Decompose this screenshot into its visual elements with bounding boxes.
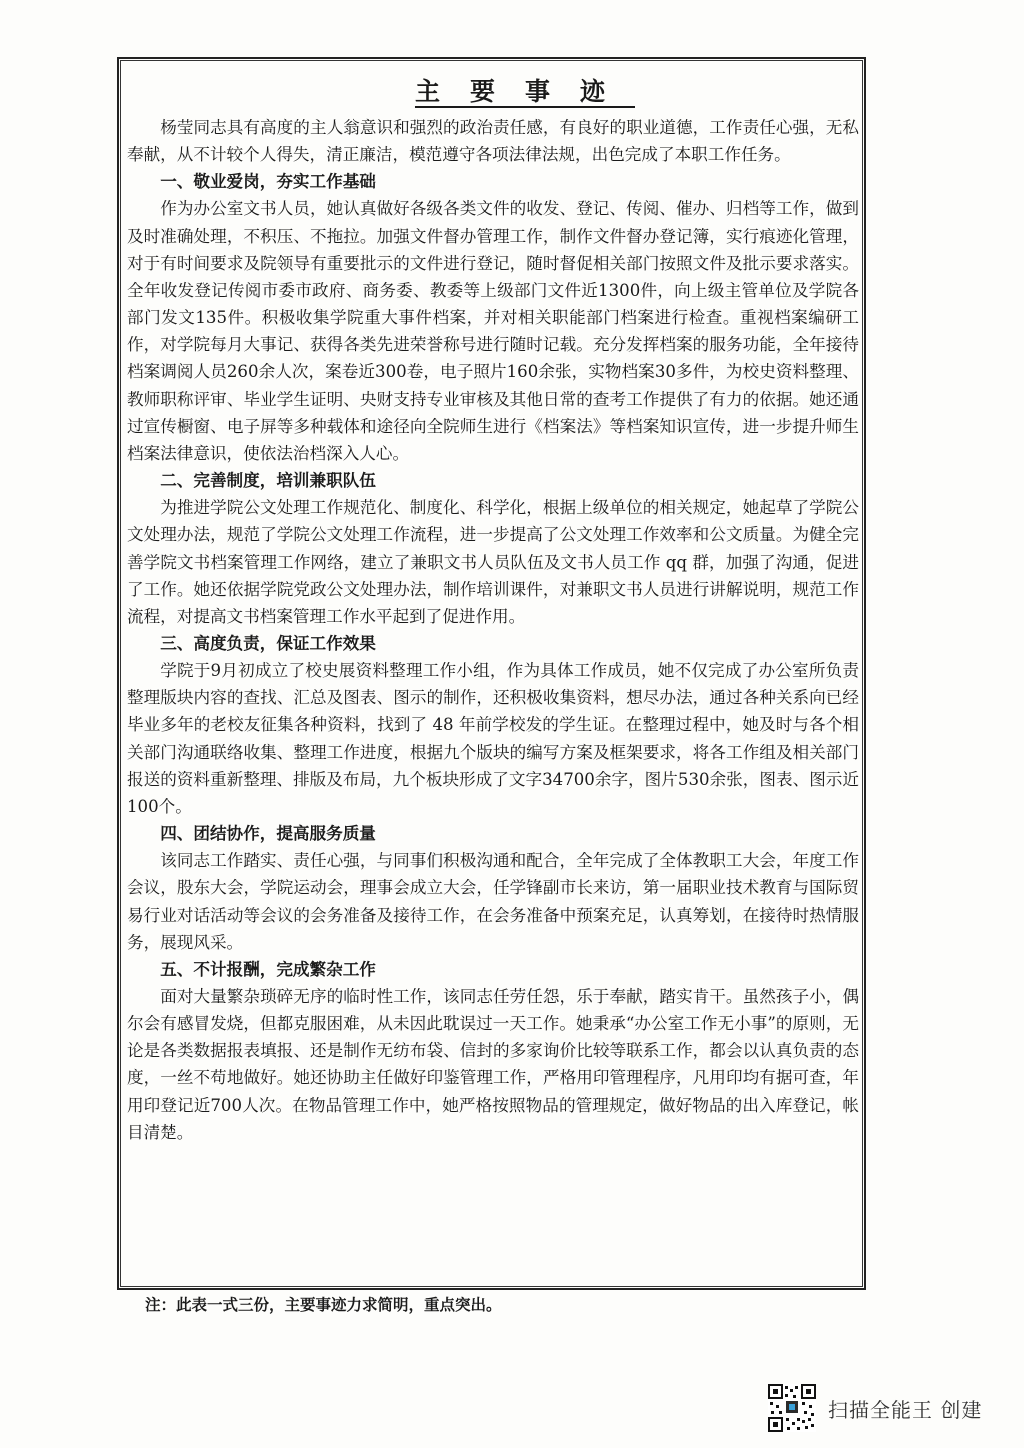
- section-heading-5: 五、不计报酬，完成繁杂工作: [160, 959, 376, 979]
- section-body-4: 该同志工作踏实、责任心强，与同事们积极沟通和配合，全年完成了全体教职工大会，年度工作会议，股东大会，学院运动会，理事会成立大会，任学锋副市长来访，第一届职业技术教育与国际贸易行业对话活动等会议的会务准备及接待工作，在会务准备中预案充足，认真筹划，在接待时热情服务，展现风采。: [127, 851, 859, 952]
- section-body-1: 作为办公室文书人员，她认真做好各级各类文件的收发、登记、传阅、催办、归档等工作，做到及时准确处理，不积压、不拖拉。加强文件督办管理工作，制作文件督办登记簿，实行痕迹化管理，对于有时间要求及院领导有重要批示的文件进行登记，随时督促相关部门按照文件及批示要求落实。全年收发登记传阅市委市政府、商务委、教委等上级部门文件近1300件，向上级主管单位及学院各部门发文135件。积极收集学院重大事件档案，并对相关职能部门档案进行检查。重视档案编研工作，对学院每月大事记、获得各类先进荣誉称号进行随时记载。充分发挥档案的服务功能，全年接待档案调阅人员260余人次，案卷近300卷，电子照片160余张，实物档案30多件，为校史资料整理、教师职称评审、毕业学生证明、央财支持专业审核及其他日常的查考工作提供了有力的依据。她还通过宣传橱窗、电子屏等多种载体和途径向全院师生进行《档案法》等档案知识宣传，进一步提升师生档案法律意识，使依法治档深入人心。: [127, 199, 859, 463]
- document-title: 主要事迹: [414, 77, 635, 106]
- document-body: [127, 114, 859, 1146]
- intro-paragraph: 杨莹同志具有高度的主人翁意识和强烈的政治责任感，有良好的职业道德，工作责任心强，无私奉献，从不计较个人得失，清正廉洁，模范遵守各项法律法规，出色完成了本职工作任务。: [127, 118, 859, 165]
- section-heading-2: 二、完善制度，培训兼职队伍: [160, 471, 376, 491]
- watermark-text: 扫描全能王 创建: [828, 1397, 983, 1422]
- section-heading-1: 一、敬业爱岗，夯实工作基础: [160, 172, 376, 192]
- section-heading-3: 三、高度负责，保证工作效果: [160, 633, 376, 653]
- section-body-3: 学院于9月初成立了校史展资料整理工作小组，作为具体工作成员，她不仅完成了办公室所负责整理版块内容的查找、汇总及图表、图示的制作，还积极收集资料，想尽办法，通过各种关系向已经毕业多年的老校友征集各种资料，找到了 48 年前学校发的学生证。在整理过程中，她及时与各个相关部门沟通联络收集、整理工作进度，根据九个版块的编写方案及框架要求，将各工作组及相关部门报送的资料重新整理、排版及布局，九个板块形成了文字34700余字，图片530余张，图表、图示近100个。: [127, 661, 859, 816]
- section-body-2: 为推进学院公文处理工作规范化、制度化、科学化，根据上级单位的相关规定，她起草了学院公文处理办法，规范了学院公文处理工作流程，进一步提高了公文处理工作效率和公文质量。为健全完善学院文书档案管理工作网络，建立了兼职文书人员队伍及文书人员工作 qq 群，加强了沟通，促进了工作。她还依据学院党政公文处理办法，制作培训课件，对兼职文书人员进行讲解说明，规范工作流程，对提高文书档案管理工作水平起到了促进作用。: [127, 498, 859, 626]
- scanner-watermark: [768, 1384, 982, 1432]
- footnote: 注：此表一式三份，主要事迹力求简明，重点突出。: [145, 1295, 502, 1314]
- section-heading-4: 四、团结协作，提高服务质量: [160, 824, 376, 844]
- section-body-5: 面对大量繁杂琐碎无序的临时性工作，该同志任劳任怨，乐于奉献，踏实肯干。虽然孩子小，偶尔会有感冒发烧，但都克服困难，从未因此耽误过一天工作。她秉承“办公室工作无小事”的原则，无论是各类数据报表填报、还是制作无纺布袋、信封的多家询价比较等联系工作，都会以认真负责的态度，一丝不苟地做好。她还协助主任做好印鉴管理工作，严格用印管理程序，凡用印均有据可查，年用印登记近700人次。在物品管理工作中，她严格按照物品的管理规定，做好物品的出入库登记，帐目清楚。: [127, 987, 859, 1142]
- qr-code-icon: [768, 1384, 816, 1432]
